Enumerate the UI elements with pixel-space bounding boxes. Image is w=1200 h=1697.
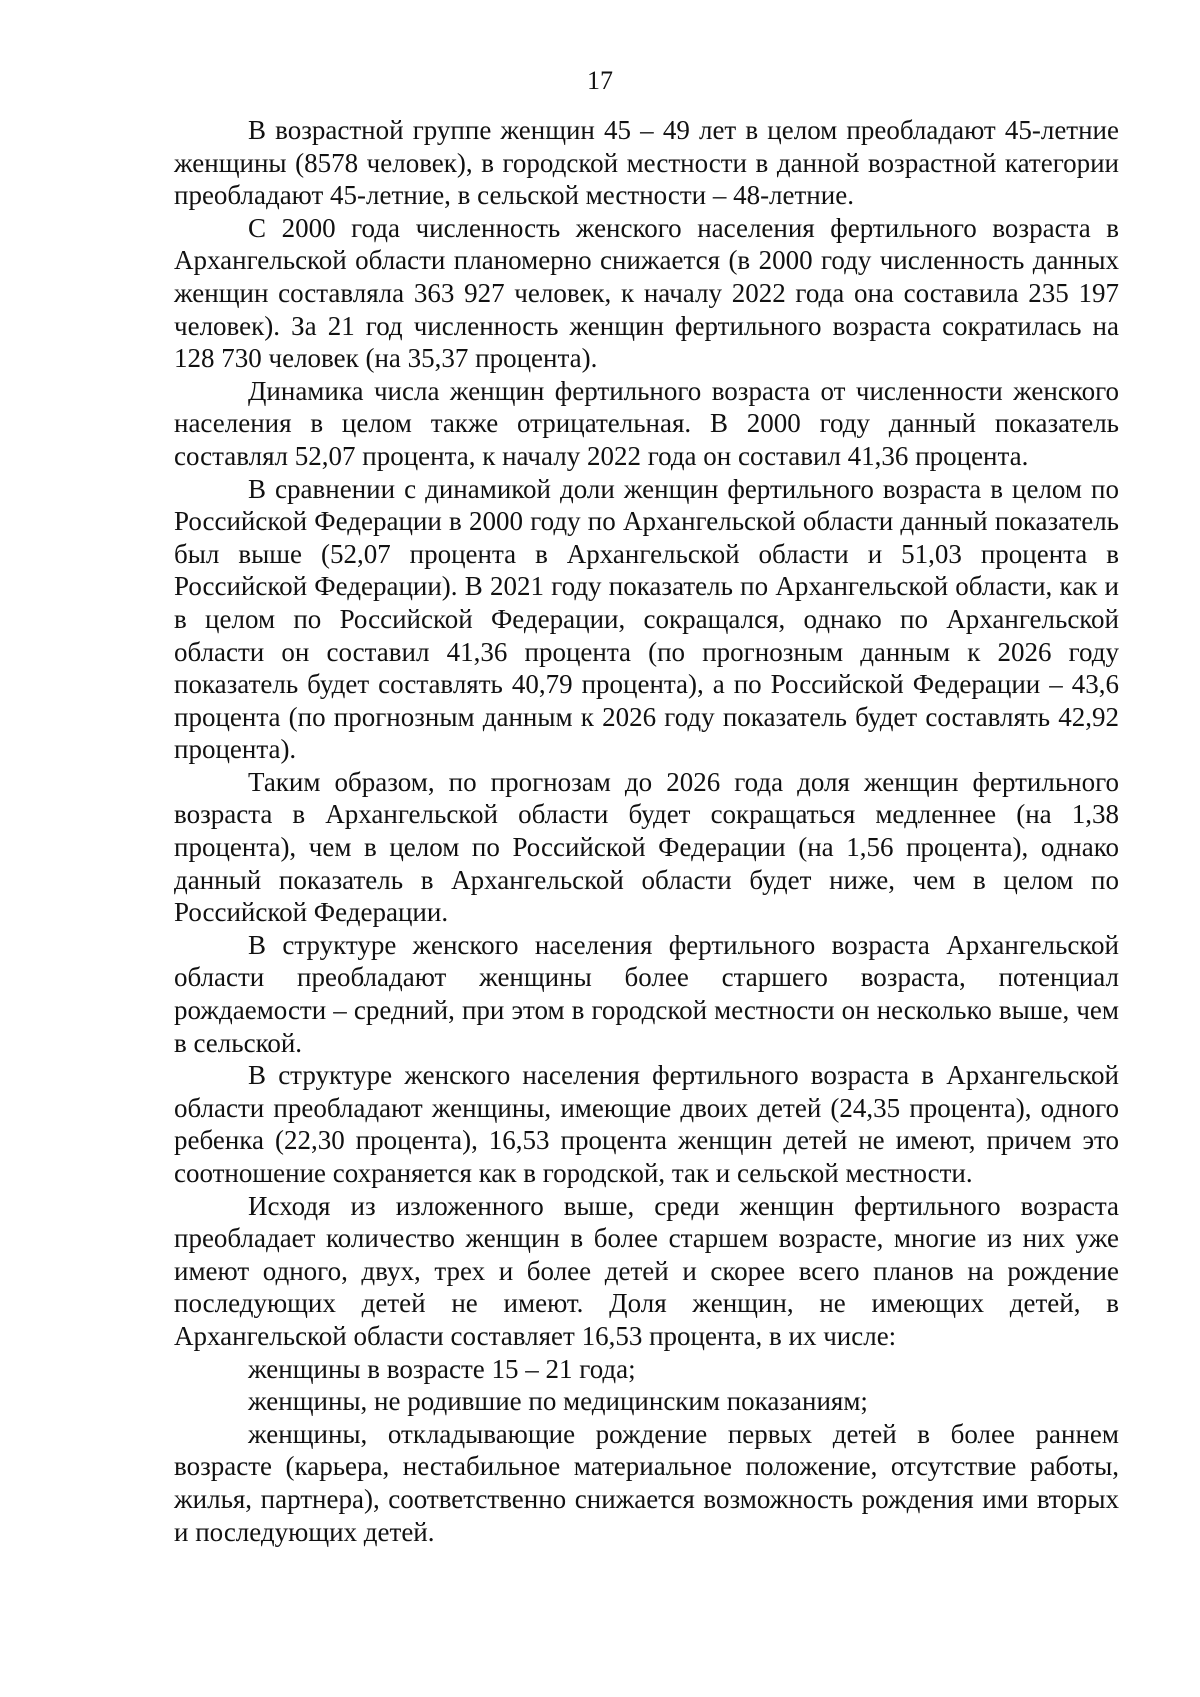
- paragraph: В структуре женского населения фертильного возраста в Архангельской области преобладают женщины, имеющие двоих детей (24,35 процента), одного ребенка (22,30 процента), 16,53 процента женщин детей не имеют, причем это соотношение сохраняется как в городской, так и сельской местности.: [174, 1060, 1119, 1188]
- list-item: женщины, откладывающие рождение первых детей в более раннем возрасте (карьера, нестабильное материальное положение, отсутствие работы, жилья, партнера), соответственно снижается возможность рождения ими вторых и последующих детей.: [174, 1418, 1119, 1547]
- list-item: женщины, не родившие по медицинским показаниям;: [248, 1386, 868, 1417]
- paragraph: Таким образом, по прогнозам до 2026 года доля женщин фертильного возраста в Архангельской области будет сокращаться медленнее (на 1,38 процента), чем в целом по Российской Федерации (на 1,56 процента), однако данный показатель в Архангельской области будет ниже, чем в целом по Российской Федерации.: [174, 766, 1119, 928]
- paragraph: В сравнении с динамикой доли женщин фертильного возраста в целом по Российской Федерации в 2000 году по Архангельской области данный показатель был выше (52,07 процента в Архангельской области и 51,03 процента в Российской Федерации). В 2021 году показатель по Архангельской области, как и в целом по Российской Федерации, сокращался, однако по Архангельской области он составил 41,36 процента (по прогнозным данным к 2026 году показатель будет составлять 40,79 процента), а по Российской Федерации – 43,6 процента (по прогнозным данным к 2026 году показатель будет составлять 42,92 процента).: [174, 473, 1119, 765]
- list-item: женщины в возрасте 15 – 21 года;: [248, 1353, 636, 1384]
- paragraph: Динамика числа женщин фертильного возраста от численности женского населения в целом также отрицательная. В 2000 году данный показатель составлял 52,07 процента, к началу 2022 года он составил 41,36 процента.: [174, 375, 1119, 471]
- paragraph: В возрастной группе женщин 45 – 49 лет в целом преобладают 45-летние женщины (8578 человек), в городской местности в данной возрастной категории преобладают 45-летние, в сельской местности – 48-летние.: [174, 115, 1119, 211]
- paragraph: Исходя из изложенного выше, среди женщин фертильного возраста преобладает количество женщин в более старшем возрасте, многие из них уже имеют одного, двух, трех и более детей и скорее всего планов на рождение последующих детей не имеют. Доля женщин, не имеющих детей, в Архангельской области составляет 16,53 процента, в их числе:: [174, 1190, 1119, 1351]
- paragraph: В структуре женского населения фертильного возраста Архангельской области преобладают женщины более старшего возраста, потенциал рождаемости – средний, при этом в городской местности он несколько выше, чем в сельской.: [174, 929, 1119, 1058]
- paragraph: С 2000 года численность женского населения фертильного возраста в Архангельской области планомерно снижается (в 2000 году численность данных женщин составляла 363 927 человек, к началу 2022 года она составила 235 197 человек). За 21 год численность женщин фертильного возраста сократилась на 128 730 человек (на 35,37 процента).: [174, 212, 1119, 374]
- page-number: 17: [587, 66, 613, 95]
- document-body: [174, 114, 1119, 1548]
